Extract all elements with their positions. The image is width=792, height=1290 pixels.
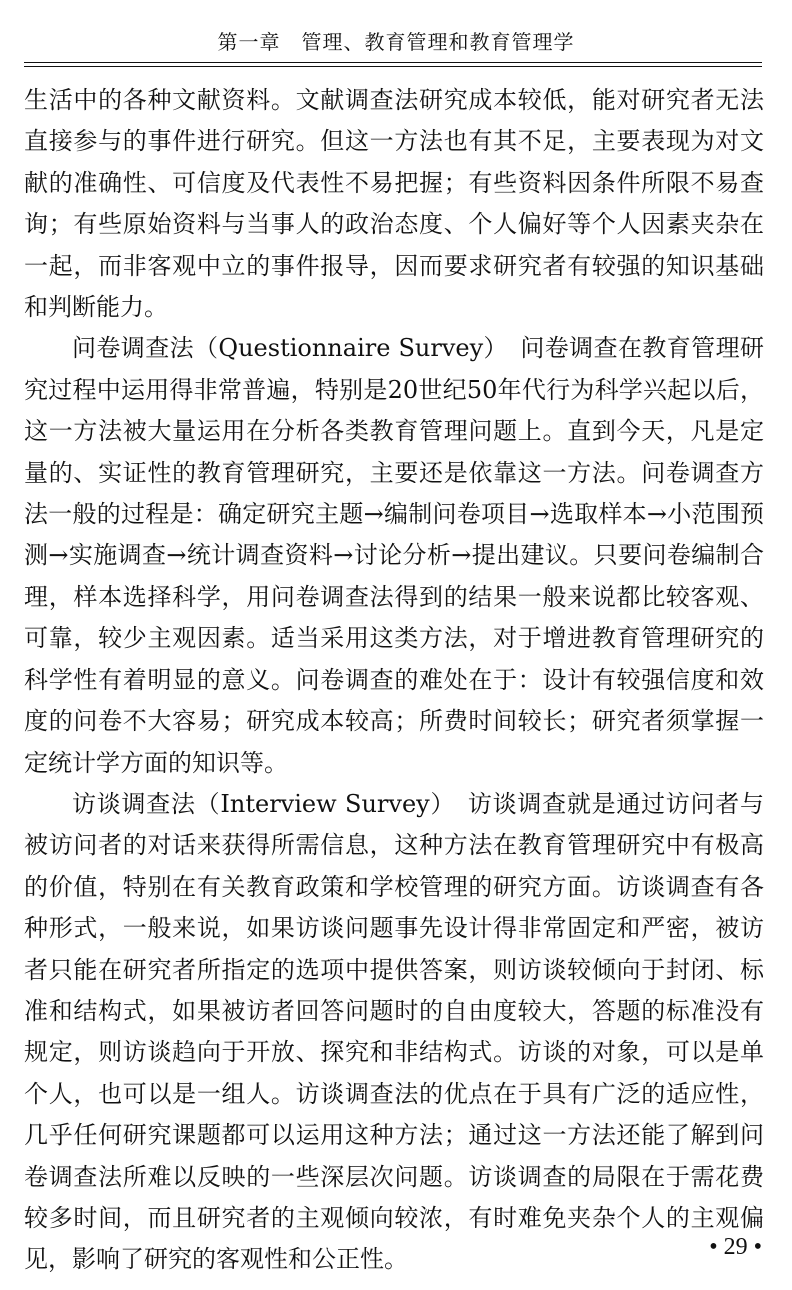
page-number: • 29 • (709, 1234, 762, 1260)
body-text (24, 80, 764, 1281)
header-rule-bottom (24, 66, 762, 67)
running-header: 第一章 管理、教育管理和教育管理学 (217, 30, 575, 54)
header-rule-top (24, 62, 762, 63)
paragraph-continuation: 生活中的各种文献资料。文献调查法研究成本较低，能对研究者无法直接参与的事件进行研究。但这一方法也有其不足，主要表现为对文献的准确性、可信度及代表性不易把握；有些资料因条件所限不易查询；有些原始资料与当事人的政治态度、个人偏好等个人因素夹杂在一起，而非客观中立的事件报导，因而要求研究者有较强的知识基础和判断能力。 (24, 86, 764, 322)
paragraph-interview-survey: 访谈调查法（Interview Survey） 访谈调查就是通过访问者与被访问者的对话来获得所需信息，这种方法在教育管理研究中有极高的价值，特别在有关教育政策和学校管理的研究方面。访谈调查有各种形式，一般来说，如果访谈问题事先设计得非常固定和严密，被访者只能在研究者所指定的选项中提供答案，则访谈较倾向于封闭、标准和结构式，如果被访者回答问题时的自由度较大，答题的标准没有规定，则访谈趋向于开放、探究和非结构式。访谈的对象，可以是单个人，也可以是一组人。访谈调查法的优点在于具有广泛的适应性，几乎任何研究课题都可以运用这种方法；通过这一方法还能了解到问卷调查法所难以反映的一些深层次问题。访谈调查的局限在于需花费较多时间，而且研究者的主观倾向较浓，有时难免夹杂个人的主观偏见，影响了研究的客观性和公正性。 (24, 789, 764, 1274)
paragraph-questionnaire-survey: 问卷调查法（Questionnaire Survey） 问卷调查在教育管理研究过程中运用得非常普遍，特别是20世纪50年代行为科学兴起以后，这一方法被大量运用在分析各类教育管理问题上。直到今天，凡是定量的、实证性的教育管理研究，主要还是依靠这一方法。问卷调查方法一般的过程是：确定研究主题→编制问卷项目→选取样本→小范围预测→实施调查→统计调查资料→讨论分析→提出建议。只要问卷编制合理，样本选择科学，用问卷调查法得到的结果一般来说都比较客观、可靠，较少主观因素。适当采用这类方法，对于增进教育管理研究的科学性有着明显的意义。问卷调查的难处在于：设计有较强信度和效度的问卷不大容易；研究成本较高；所费时间较长；研究者须掌握一定统计学方面的知识等。 (24, 334, 764, 777)
